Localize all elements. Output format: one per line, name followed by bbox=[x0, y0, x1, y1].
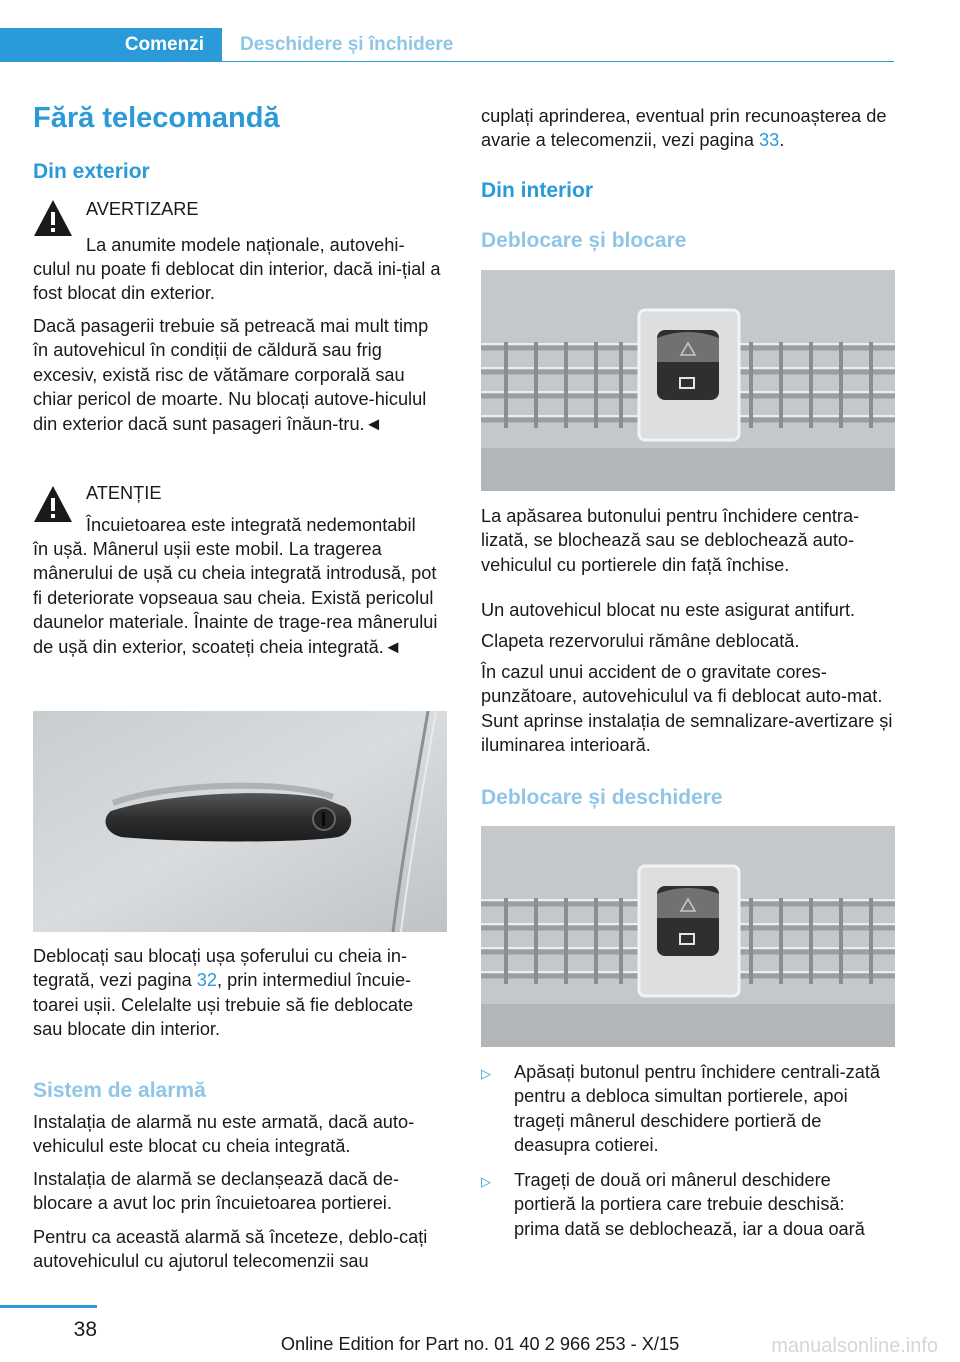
cont-text-a: cuplați aprinderea, eventual prin recunoașterea de avarie a telecomenzii, vezi pagina bbox=[481, 106, 887, 151]
warning-icon bbox=[33, 199, 73, 237]
para2-text-a: Deblocați sau blocați ușa șoferului cu cheia in-tegrată, vezi pagina bbox=[33, 946, 408, 991]
warning2-title: ATENȚIE bbox=[86, 483, 162, 503]
section-heading-interior: Din interior bbox=[481, 179, 594, 202]
alarm-paragraph-3: Pentru ca această alarmă să înceteze, deblo-cați autovehiculul cu ajutorul telecomenzii sau bbox=[33, 1227, 428, 1272]
page-link-33[interactable]: 33 bbox=[759, 130, 780, 151]
section-heading-exterior: Din exterior bbox=[33, 160, 150, 183]
tab-comenzi[interactable]: Comenzi bbox=[0, 28, 222, 62]
paragraph-accident-unlock: În cazul unui accident de o gravitate cores-punzătoare, autovehiculul va fi deblocat auto-mat. Sunt aprinse instalația de semnalizare-avertizare și iluminarea interioară. bbox=[481, 662, 893, 756]
triangle-bullet-icon: ▷ bbox=[481, 1066, 491, 1081]
central-locking-button-image-2 bbox=[481, 826, 895, 1047]
alarm-paragraph-1: Instalația de alarmă nu este armată, dacă auto-vehiculul este blocat cu cheia integrată. bbox=[33, 1112, 415, 1157]
page-title: Fără telecomandă bbox=[33, 102, 280, 134]
cont-text-b: . bbox=[779, 130, 785, 151]
paragraph-integrated-key bbox=[33, 944, 447, 1042]
paragraph-continued bbox=[481, 104, 895, 153]
paragraph-not-theft-protected: Un autovehicul blocat nu este asigurat antifurt. bbox=[481, 600, 856, 620]
door-handle-image bbox=[33, 711, 447, 932]
subsection-heading-unlock-lock: Deblocare și blocare bbox=[481, 229, 687, 252]
bullet-item-2: Trageți de două ori mânerul deschidere portieră la portiera care trebuie deschisă: prima dată se deblochează, iar a doua oară bbox=[514, 1170, 865, 1239]
bullet-item-1: Apăsați butonul pentru închidere centrali-zată pentru a debloca simultan portierele, apoi trageți mânerul deschidere portieră de deasupra cotierei. bbox=[514, 1062, 880, 1156]
warning1-line1: La anumite modele naționale, autovehi- bbox=[86, 235, 405, 255]
warning2-line1: Încuietoarea este integrată nedemontabil bbox=[86, 515, 416, 535]
subsection-heading-unlock-open: Deblocare și deschidere bbox=[481, 786, 723, 809]
paragraph-heat-risk: Dacă pasagerii trebuie să petreacă mai mult timp în autovehicul în condiții de căldură sau frig excesiv, există risc de vătămare corporală sau chiar pericol de moarte. Nu blocați autove-hiculul din exterior dacă sunt pasageri înăun-tru.◄ bbox=[33, 316, 429, 434]
central-locking-button-image bbox=[481, 270, 895, 491]
paragraph-central-locking: La apăsarea butonului pentru închidere centra-lizată, se blochează sau se deblochează auto-vehiculul cu portierele din față închise. bbox=[481, 506, 860, 575]
warning1-title: AVERTIZARE bbox=[86, 199, 199, 219]
page-number: 38 bbox=[73, 1318, 97, 1341]
page-number-bar bbox=[0, 1305, 97, 1308]
section-heading-alarm: Sistem de alarmă bbox=[33, 1079, 206, 1102]
triangle-bullet-icon: ▷ bbox=[481, 1174, 491, 1189]
page-link-32[interactable]: 32 bbox=[196, 970, 218, 991]
edition-footer: Online Edition for Part no. 01 40 2 966 253 - X/15 bbox=[280, 1334, 680, 1354]
warning1-body: culul nu poate fi deblocat din interior, dacă ini-țial a fost blocat din exterior. bbox=[33, 259, 441, 304]
para2-text-b: , prin intermediul încuie-toarei ușii. Celelalte uși trebuie să fie deblocate sau blocate din interior. bbox=[33, 970, 414, 1040]
warning-icon bbox=[33, 485, 73, 523]
alarm-paragraph-2: Instalația de alarmă se declanșează dacă de-blocare a avut loc prin încuietoarea portierei. bbox=[33, 1169, 399, 1214]
warning2-body: în ușă. Mânerul ușii este mobil. La tragerea mânerului de ușă cu cheia integrată introdusă, pot fi deteriorate vopseaua sau cheia. Există pericolul daunelor materiale. Înainte de trage-rea mânerului de ușă din exterior, scoateți cheia integrată.◄ bbox=[33, 539, 438, 657]
watermark: manualsonline.info bbox=[771, 1335, 938, 1357]
paragraph-fuel-flap: Clapeta rezervorului rămâne deblocată. bbox=[481, 631, 800, 651]
tab-deschidere-inchidere[interactable]: Deschidere și închidere bbox=[222, 28, 894, 62]
